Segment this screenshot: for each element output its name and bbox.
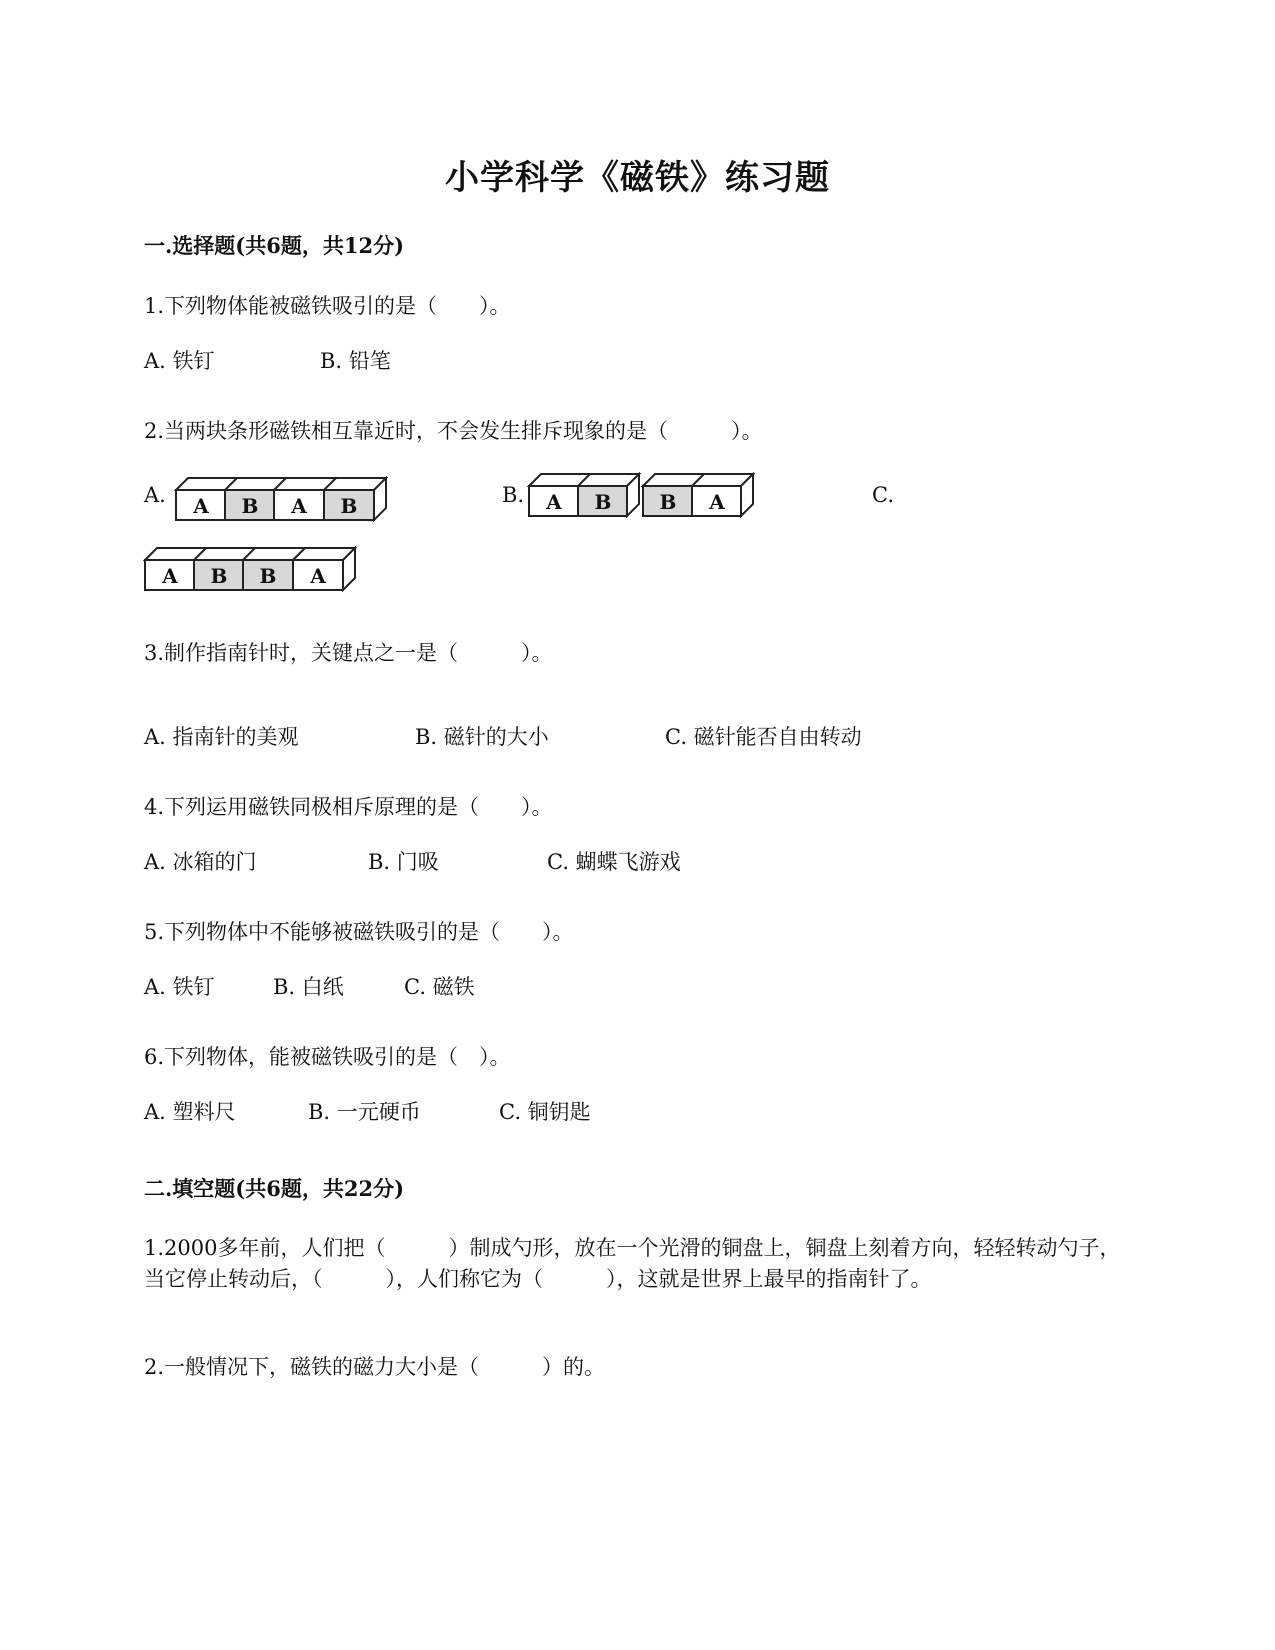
question-5-option-b: B. 白纸 — [273, 975, 344, 999]
section-heading-choice: 一.选择题(共6题，共12分) — [144, 233, 405, 258]
magnet-a-block-2: B — [241, 494, 259, 518]
magnet-c-block-1: A — [162, 564, 178, 588]
page-title: 小学科学《磁铁》练习题 — [445, 158, 830, 198]
question-3-option-b: B. 磁针的大小 — [415, 725, 549, 749]
question-1-option-a: A. 铁钉 — [144, 349, 215, 373]
magnet-a-block-4: B — [340, 494, 358, 518]
question-5-option-a: A. 铁钉 — [144, 975, 215, 999]
magnet-figure-b — [527, 472, 759, 518]
magnet-b1-block-1: A — [546, 490, 562, 514]
magnet-b1-block-2: B — [594, 490, 612, 514]
magnet-a-block-1: A — [193, 494, 209, 518]
magnet-c-block-2: B — [210, 564, 228, 588]
fill-question-1-text: 1.2000多年前，人们把（ ）制成勺形，放在一个光滑的铜盘上，铜盘上刻着方向，轻轻转动勺子，当它停止转动后，（ ），人们称它为（ ），这就是世界上最早的指南针了。 — [144, 1236, 1121, 1291]
question-1-text: 1.下列物体能被磁铁吸引的是（ ）。 — [144, 294, 511, 318]
question-5-option-c: C. 磁铁 — [404, 975, 475, 999]
magnet-figure-c — [143, 546, 361, 592]
magnet-c-block-3: B — [259, 564, 277, 588]
question-2-option-a: A. — [144, 483, 166, 507]
magnet-b2-block-1: B — [659, 490, 677, 514]
question-1-option-b: B. 铅笔 — [320, 349, 391, 373]
question-2-text: 2.当两块条形磁铁相互靠近时，不会发生排斥现象的是（ ）。 — [144, 419, 763, 443]
question-4-option-c: C. 蝴蝶飞游戏 — [547, 850, 681, 874]
magnet-c-block-4: A — [310, 564, 326, 588]
fill-question-2-text: 2.一般情况下，磁铁的磁力大小是（ ）的。 — [144, 1355, 606, 1379]
question-4-option-b: B. 门吸 — [368, 850, 439, 874]
question-4-text: 4.下列运用磁铁同极相斥原理的是（ ）。 — [144, 795, 553, 819]
question-6-option-c: C. 铜钥匙 — [499, 1100, 591, 1124]
question-6-option-a: A. 塑料尺 — [144, 1100, 236, 1124]
question-3-option-c: C. 磁针能否自由转动 — [665, 725, 862, 749]
question-3-option-a: A. 指南针的美观 — [144, 725, 299, 749]
question-5-text: 5.下列物体中不能够被磁铁吸引的是（ ）。 — [144, 920, 574, 944]
magnet-a-block-3: A — [291, 494, 307, 518]
question-6-option-b: B. 一元硬币 — [308, 1100, 421, 1124]
question-2-option-c: C. — [872, 483, 894, 507]
question-6-text: 6.下列物体，能被磁铁吸引的是（ ）。 — [144, 1045, 511, 1069]
question-3-text: 3.制作指南针时，关键点之一是（ ）。 — [144, 641, 553, 665]
magnet-b2-block-2: A — [709, 490, 725, 514]
question-4-option-a: A. 冰箱的门 — [144, 850, 257, 874]
magnet-figure-a — [174, 476, 392, 522]
question-2-option-b: B. — [502, 483, 525, 507]
section-heading-fill-blank: 二.填空题(共6题，共22分) — [144, 1176, 405, 1201]
